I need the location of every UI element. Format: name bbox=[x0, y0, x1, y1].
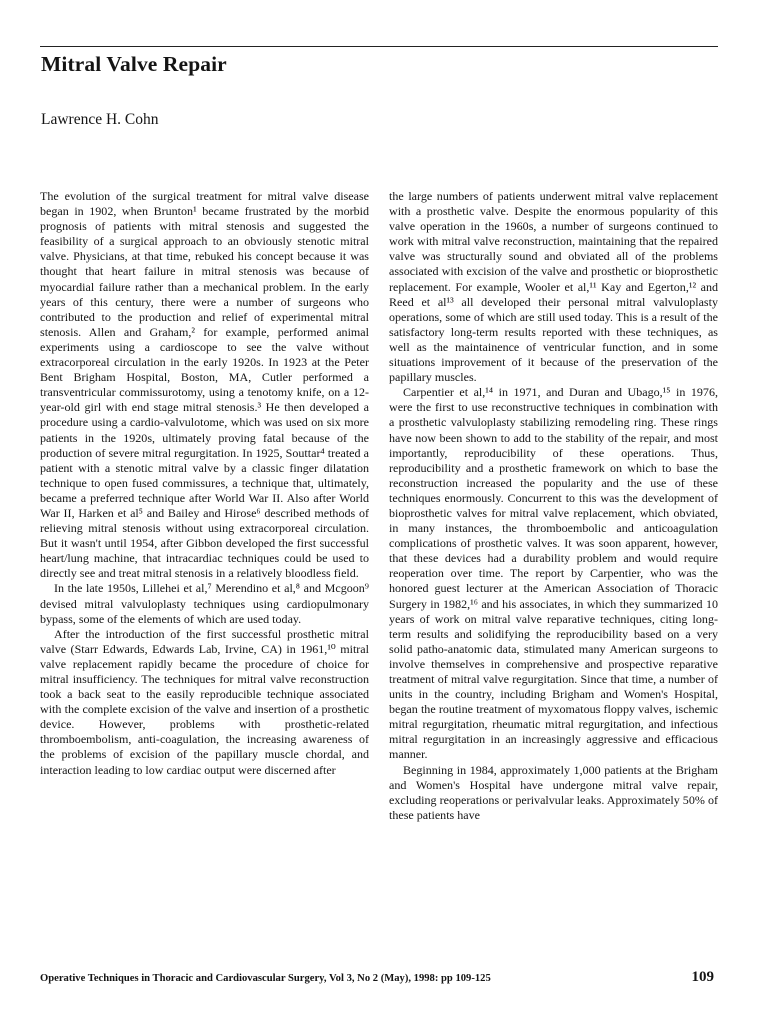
page-number: 109 bbox=[691, 969, 714, 985]
paragraph-1984: Beginning in 1984, approximately 1,000 patients at the Brigham and Women's Hospital have undergone mitral valve repair, excluding reoperations or perivalvular leaks. Approximately 50% of these patients have bbox=[389, 762, 718, 822]
paragraph-intro: The evolution of the surgical treatment for mitral valve disease began in 1902, when Brunton¹ became frustrated by the morbid prognosis of patients with mitral stenosis and suggested the feasibility of a surgical approach to an obviously stenotic mitral valve. Physicians, at that time, rebuked his concept because it was thought that heart failure in mitral stenosis was because of myocardial failure rather than a mechanical problem. In the early years of this century, there were a number of surgeons who contributed to the production and relief of experimental mitral stenosis. Allen and Graham,² for example, performed animal experiments using a cardioscope to see the valve without extracorporeal circulation in the early 1920s. In 1923 at the Peter Bent Brigham Hospital, Boston, MA, Cutler performed a transventricular commissurotomy, using a tenotomy knife, on a 12-year-old girl with end stage mitral stenosis.³ He then developed a procedure using a cardio-valvulotome, which was used on six more patients in the 1920s, ultimately proving fatal because of the production of severe mitral regurgitation. In 1925, Souttar⁴ treated a patient with a stenotic mitral valve by a classic finger dilatation technique to open fused commissures, a technique that, ultimately, became a preferred technique after World War II. Also after World War II, Harken et al⁵ and Bailey and Hirose⁶ described methods of relieving mitral stenosis without using extracorporeal circulation. But it wasn't until 1954, after Gibbon developed the first successful heart/lung machine, that intracardiac techniques could be used to directly see and treat mitral stenosis in a relatively bloodless field. bbox=[40, 189, 369, 581]
paragraph-1950s: In the late 1950s, Lillehei et al,⁷ Merendino et al,⁸ and Mcgoon⁹ devised mitral valvuloplasty techniques using cardiopulmonary bypass, some of the elements of which are used today. bbox=[40, 581, 369, 626]
paragraph-prosthetic: After the introduction of the first successful prosthetic mitral valve (Starr Edwards, Edwards Lab, Irvine, CA) in 1961,¹⁰ mitral valve replacement rapidly became the procedure of choice for mitral insufficiency. The techniques for mitral valve reconstruction took a back seat to the easily reproducible technique associated with the complete excision of the valve and insertion of a prosthetic device. However, problems with prosthetic-related thromboembolism, anti-coagulation, the increasing awareness of the problems of excision of the papillary muscle chordal, and interaction leading to low cardiac output were discerned after bbox=[40, 626, 369, 777]
article-title: Mitral Valve Repair bbox=[41, 52, 227, 76]
paragraph-carpentier: Carpentier et al,¹⁴ in 1971, and Duran and Ubago,¹⁵ in 1976, were the first to use reconstructive techniques in combination with a prosthetic valvuloplasty stabilizing remodeling ring. These rings have now been shown to add to the stability of the repair, and most importantly, reproducibility of these operations. Thus, reproducibility and a prosthetic framework on which to base the reconstruction increased the popularity and the use of these techniques enormously. Concurrent to this was the development of bioprosthetic valves for mitral valve replacement, which obviated, in many instances, the thromboembolic and anticoagulation complications of prosthetic valves. It was soon apparent, however, that these devices had a durability problem and would require reoperation over time. The report by Carpentier, who was the honored guest lecturer at the American Association of Thoracic Surgery in 1982,¹⁶ and his associates, in which they summarized 10 years of work on mitral valve reparative techniques, citing long-term results and solidifying the reproducibility based on a very solid patho-anatomic data, stimulated many American surgeons to involve themselves in comprehensive and prospective reparative treatment of mitral valve regurgitation. Since that time, a number of units in the country, including Brigham and Women's Hospital, began the routine treatment of myxomatous floppy valves, ischemic mitral regurgitation, rheumatic mitral regurgitation, and infectious mitral regurgitation in an increasingly aggressive and efficacious manner. bbox=[389, 385, 718, 762]
author-name: Lawrence H. Cohn bbox=[41, 111, 159, 128]
journal-citation: Operative Techniques in Thoracic and Cardiovascular Surgery, Vol 3, No 2 (May), 1998: pp 109-125 bbox=[40, 973, 491, 984]
paragraph-continued: the large numbers of patients underwent mitral valve replacement with a prosthetic valve. Despite the enormous popularity of this valve operation in the 1960s, a number of surgeons continued to work with mitral valve reconstruction, maintaining that the repaired valve was structurally sound and obviated all of the problems associated with excision of the valve and prosthetic or bioprosthetic replacement. For example, Wooler et al,¹¹ Kay and Egerton,¹² and Reed et al¹³ all developed their personal mitral valvuloplasty operations, some of which are still used today. This is a result of the satisfactory long-term results reported with these techniques, as well as the maintainence of ventricular function, and in some situations improvement of it because of the preservation of the papillary muscles. bbox=[389, 189, 718, 385]
header-rule bbox=[40, 46, 718, 47]
right-column bbox=[389, 189, 718, 823]
left-column bbox=[40, 189, 369, 778]
